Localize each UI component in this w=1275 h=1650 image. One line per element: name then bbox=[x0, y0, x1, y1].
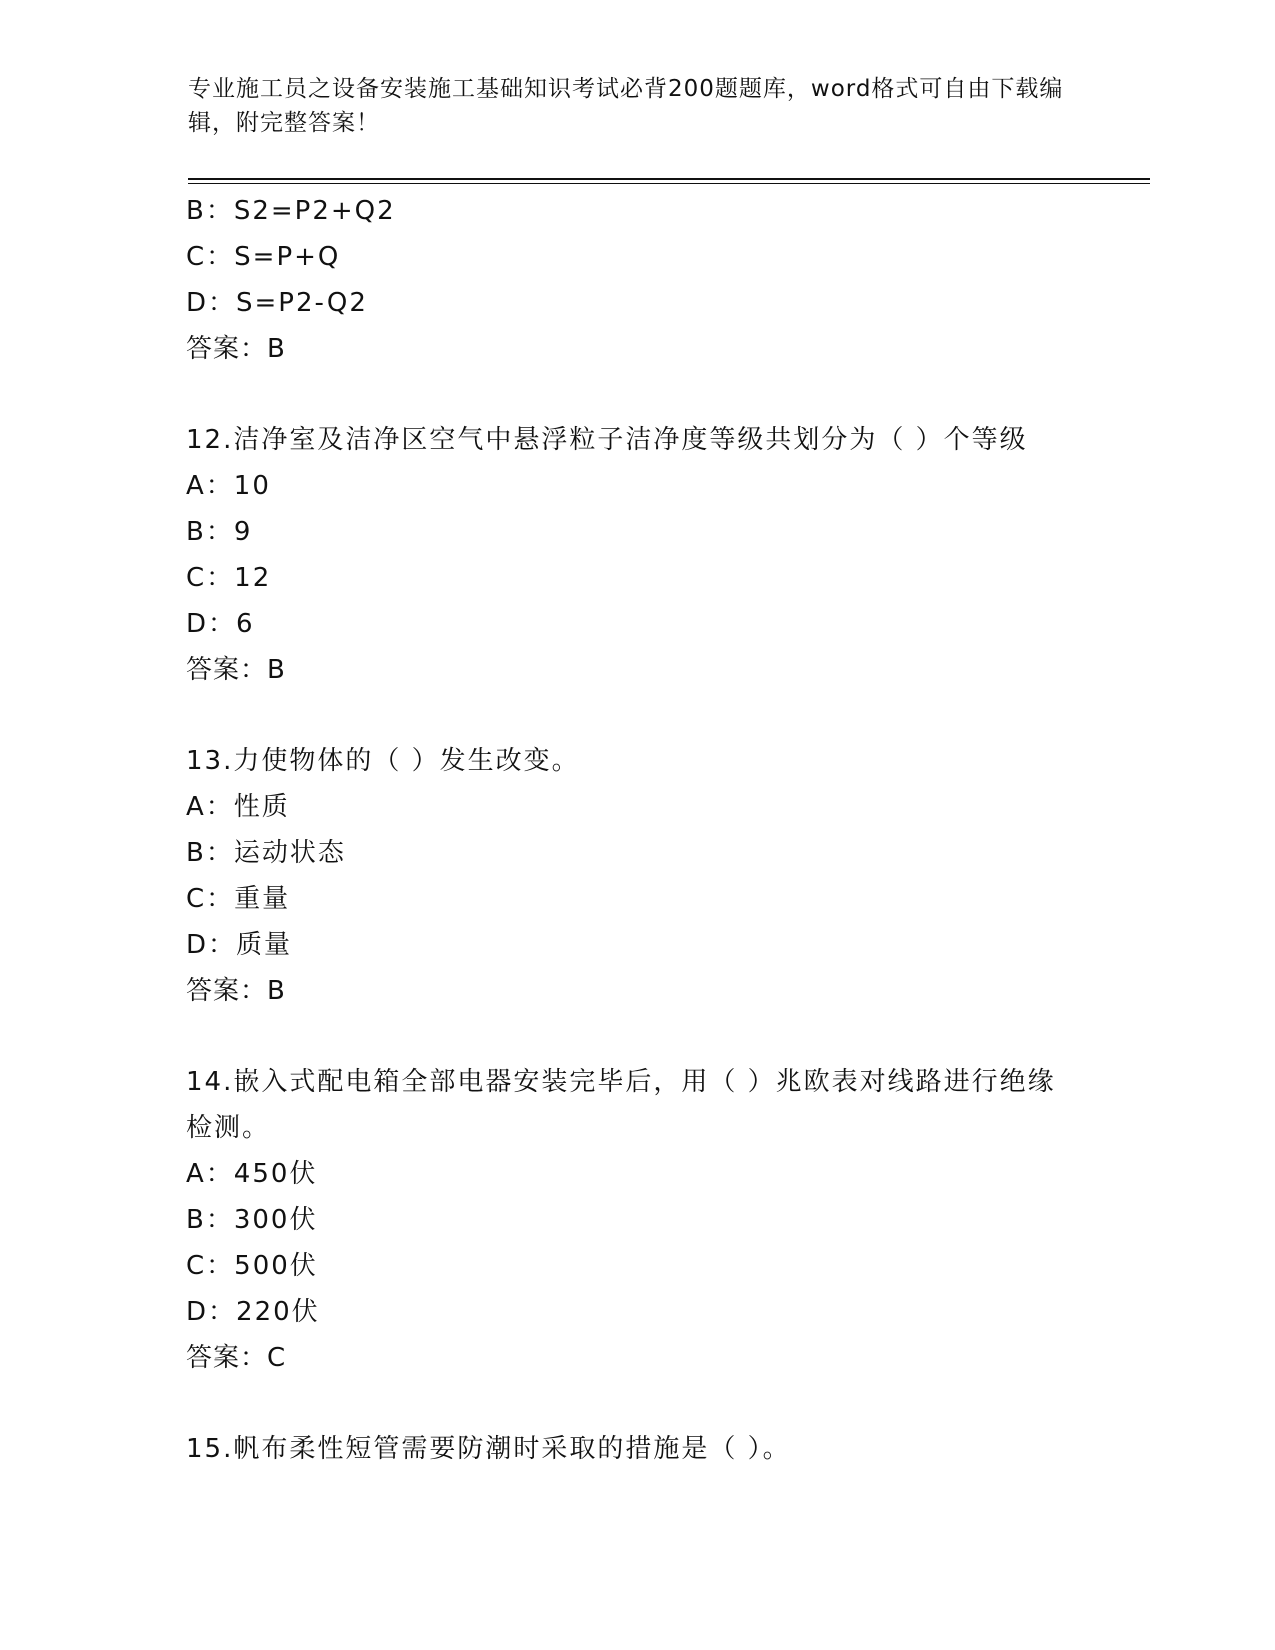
question-block-15 bbox=[186, 1426, 1086, 1472]
option-c: C：12 bbox=[186, 563, 272, 593]
question-stem: 15.帆布柔性短管需要防潮时采取的措施是（ ）。 bbox=[186, 1434, 791, 1464]
header-divider-thick bbox=[188, 178, 1150, 180]
document-header-title: 专业施工员之设备安装施工基础知识考试必背200题题库，word格式可自由下载编辑，附完整答案！ bbox=[188, 76, 1064, 136]
option-c: C：S=P+Q bbox=[186, 242, 341, 272]
option-c: C：500伏 bbox=[186, 1251, 318, 1281]
answer-line: 答案：B bbox=[186, 334, 286, 364]
question-stem: 13.力使物体的（ ）发生改变。 bbox=[186, 746, 580, 776]
question-block-11-tail bbox=[186, 188, 1086, 372]
option-b: B：运动状态 bbox=[186, 838, 346, 868]
option-a: A：450伏 bbox=[186, 1159, 318, 1189]
question-block-14 bbox=[186, 1059, 1086, 1381]
option-c: C：重量 bbox=[186, 884, 291, 914]
answer-line: 答案：B bbox=[186, 655, 286, 685]
question-block-13 bbox=[186, 738, 1086, 1014]
option-b: B：9 bbox=[186, 517, 253, 547]
answer-line: 答案：B bbox=[186, 976, 286, 1006]
option-b: B：S2=P2+Q2 bbox=[186, 196, 396, 226]
question-block-12 bbox=[186, 417, 1086, 693]
option-a: A：性质 bbox=[186, 792, 290, 822]
header-divider-thin bbox=[188, 183, 1150, 184]
answer-line: 答案：C bbox=[186, 1343, 287, 1373]
option-d: D：220伏 bbox=[186, 1297, 320, 1327]
option-b: B：300伏 bbox=[186, 1205, 318, 1235]
option-d: D：质量 bbox=[186, 930, 293, 960]
option-a: A：10 bbox=[186, 471, 271, 501]
option-d: D：6 bbox=[186, 609, 255, 639]
question-stem: 14.嵌入式配电箱全部电器安装完毕后，用（ ）兆欧表对线路进行绝缘检测。 bbox=[186, 1067, 1056, 1143]
question-list bbox=[186, 188, 1086, 1472]
option-d: D：S=P2-Q2 bbox=[186, 288, 368, 318]
question-stem: 12.洁净室及洁净区空气中悬浮粒子洁净度等级共划分为（ ）个等级 bbox=[186, 425, 1028, 455]
